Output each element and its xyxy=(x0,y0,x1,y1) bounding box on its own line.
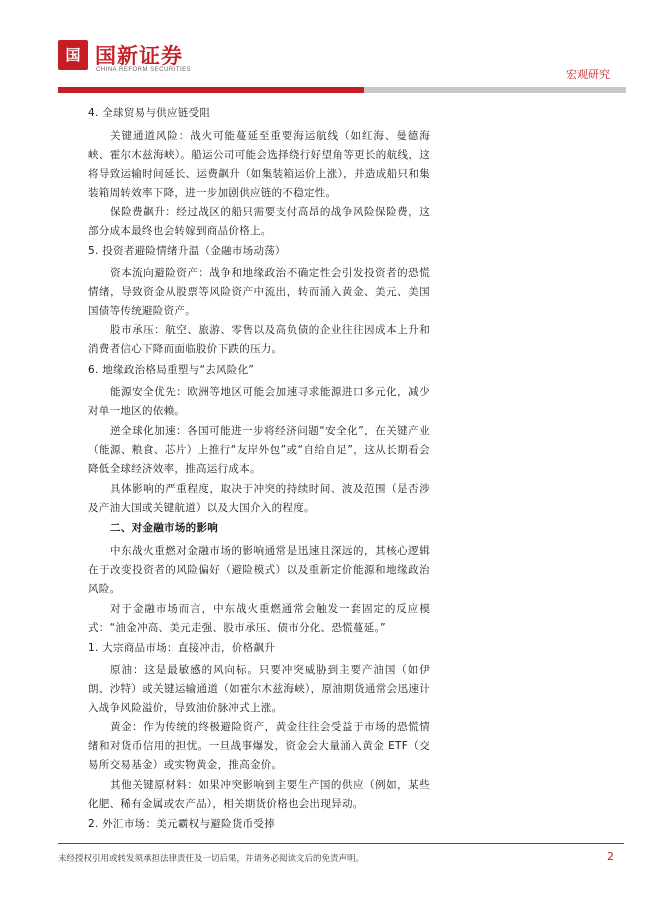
paragraph-insurance: 保险费飙升：经过战区的船只需要支付高昂的战争风险保险费，这部分成本最终也会转嫁到商品价格上。 xyxy=(88,206,430,237)
paragraph-key-channel-risk: 关键通道风险：战火可能蔓延至重要海运航线（如红海、曼德海峡、霍尔木兹海峡）。船运公司可能会选择绕行好望角等更长的航线，这将导致运输时间延长、运费飙升（如集装箱运价上涨），并造成船只和集装箱周转效率下降，进一步加剧供应链的不稳定性。 xyxy=(88,130,430,199)
paragraph-deglobalization: 逆全球化加速：各国可能进一步将经济问题“安全化”，在关键产业（能源、粮食、芯片）上推行“友岸外包”或“自给自足”，这从长期看会降低全球经济效率，推高运行成本。 xyxy=(88,425,430,475)
paragraph-severity: 具体影响的严重程度，取决于冲突的持续时间、波及范围（是否涉及产油大国或关键航道）以及大国介入的程度。 xyxy=(88,483,430,514)
paragraph-crude-oil: 原油：这是最敏感的风向标。只要冲突威胁到主要产油国（如伊朗、沙特）或关键运输通道（如霍尔木兹海峡），原油期货通常会迅速计入战争风险溢价，导致油价脉冲式上涨。 xyxy=(88,664,430,714)
paragraph-market-impact: 中东战火重燃对金融市场的影响通常是迅速且深远的，其核心逻辑在于改变投资者的风险偏好（避险模式）以及重新定价能源和地缘政治风险。 xyxy=(88,545,430,595)
company-logo-icon: 国 xyxy=(58,40,88,70)
heading-geopolitics: 6. 地缘政治格局重塑与“去风险化” xyxy=(88,364,255,376)
page-number: 2 xyxy=(607,850,614,863)
paragraph-gold: 黄金：作为传统的终极避险资产，黄金往往会受益于市场的恐慌情绪和对货币信用的担忧。一旦战事爆发，资金会大量涌入黄金 ETF（交易所交易基金）或实物黄金，推高金价。 xyxy=(88,721,430,771)
report-category: 宏观研究 xyxy=(566,68,610,81)
heading-fx-market: 2. 外汇市场：美元霸权与避险货币受捧 xyxy=(88,818,276,830)
company-name: 国新证券 xyxy=(95,44,183,68)
paragraph-energy-security: 能源安全优先：欧洲等地区可能会加速寻求能源进口多元化，减少对单一地区的依赖。 xyxy=(88,386,430,417)
header-gray-bar xyxy=(364,87,626,93)
company-name-en: CHINA REFORM SECURITIES xyxy=(96,67,192,73)
paragraph-reaction-pattern: 对于金融市场而言，中东战火重燃通常会触发一套固定的反应模式：“油金冲高、美元走强、股市承压、债市分化、恐慌蔓延。” xyxy=(88,603,430,634)
paragraph-stock-pressure: 股市承压：航空、旅游、零售以及高负债的企业往往因成本上升和消费者信心下降而面临股价下跌的压力。 xyxy=(88,324,430,355)
paragraph-other-materials: 其他关键原材料：如果冲突影响到主要生产国的供应（例如，某些化肥、稀有金属或农产品），相关期货价格也会出现异动。 xyxy=(88,779,430,810)
footer-divider xyxy=(58,843,624,844)
heading-trade-supply-chain: 4. 全球贸易与供应链受阻 xyxy=(88,107,211,119)
header-accent-bar xyxy=(58,87,364,93)
heading-commodities: 1. 大宗商品市场：直接冲击，价格飙升 xyxy=(88,642,276,654)
footer-disclaimer: 未经授权引用或转发须承担法律责任及一切后果，并请务必阅读文后的免责声明。 xyxy=(58,854,365,864)
paragraph-safe-haven-flows: 资本流向避险资产：战争和地缘政治不确定性会引发投资者的恐慌情绪，导致资金从股票等风险资产中流出，转而涌入黄金、美元、美国国债等传统避险资产。 xyxy=(88,267,430,317)
page-header xyxy=(0,0,662,100)
heading-risk-aversion: 5. 投资者避险情绪升温（金融市场动荡） xyxy=(88,245,286,257)
section-heading-financial-markets: 二、对金融市场的影响 xyxy=(110,522,219,534)
